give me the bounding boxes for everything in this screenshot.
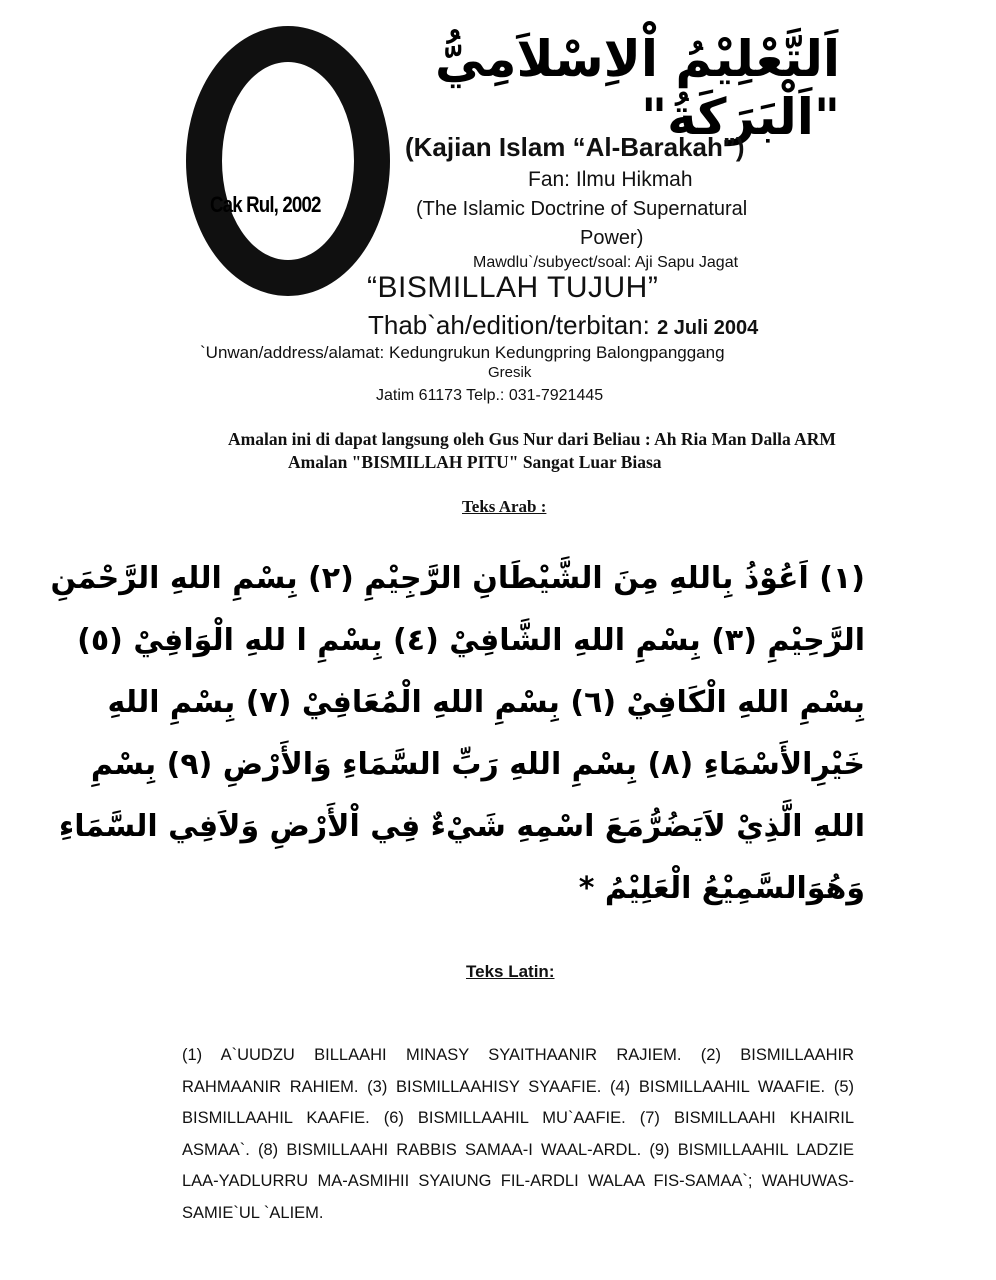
subtitle-doctrine-cont: Power) — [580, 227, 644, 249]
intro-line-2: Amalan "BISMILLAH PITU" Sangat Luar Biasa — [288, 452, 662, 472]
subtitle-fan: Fan: Ilmu Hikmah — [528, 168, 693, 191]
seal-label: Cak Rul, 2002 — [210, 192, 321, 217]
seal-ring — [186, 26, 390, 296]
arabic-section-heading: Teks Arab : — [462, 497, 547, 516]
subtitle-kajian: (Kajian Islam “Al-Barakah”) — [405, 132, 745, 162]
arabic-line: بِسْمِ اللهِ الْكَافِيْ (٦) بِسْمِ اللهِ الْمُعَافِيْ (٧) بِسْمِ اللهِ — [107, 685, 865, 720]
arabic-title: اَلتَّعْلِيْمُ اْلاِسْلاَمِيُّ "اَلْبَرَكَةُ" — [434, 30, 840, 146]
edition-date: 2 Juli 2004 — [657, 317, 759, 339]
latin-text-block: (1) A`UUDZU BILLAAHI MINASY SYAITHAANIR RAJIEM. (2) BISMILLAAHIR RAHMAANIR RAHIEM. (3) BISMILLAAHISY SYAAFIE. (4) BISMILLAAHIL WAAFIE. (5) BISMILLAAHIL KAAFIE. (6) BISMILLAAHIL MU`AAFIE. (7) BISMILLAAHI KHAIRIL ASMAA`. (8) BISMILLAAHI RABBIS SAMAA-I WAAL-ARDL. (9) BISMILLAAHIL LADZIE LAA-YADLURRU MA-ASMIHII SYAIUNG FIL-ARDLI WALAA FIS-SAMAA`; WAHUWAS-SAMIE`UL `ALIEM. — [182, 1046, 854, 1222]
intro-line-1: Amalan ini di dapat langsung oleh Gus Nur dari Beliau : Ah Ria Man Dalla ARM — [228, 429, 836, 449]
address-postal-phone: Jatim 61173 Telp.: 031-7921445 — [376, 387, 604, 404]
arabic-line: (١) اَعُوْذُ بِاللهِ مِنَ الشَّيْطَانِ الرَّجِيْمِ (٢) بِسْمِ اللهِ الرَّحْمَنِ — [50, 561, 865, 596]
edition-line — [368, 310, 758, 341]
document-title: “BISMILLAH TUJUH” — [367, 271, 659, 304]
subject-line: Mawdlu`/subyect/soal: Aji Sapu Jagat — [473, 254, 739, 271]
arabic-text-block — [50, 548, 865, 920]
address-city: Gresik — [488, 364, 532, 381]
arabic-line: اللهِ الَّذِيْ لاَيَضُرُّمَعَ اسْمِهِ شَيْءٌ فِي اْلأَرْضِ وَلاَفِي السَّمَاءِ — [58, 809, 865, 844]
edition-label: Thab`ah/edition/terbitan: — [368, 310, 650, 340]
address-line: `Unwan/address/alamat: Kedungrukun Kedungpring Balongpanggang — [200, 343, 725, 362]
subtitle-doctrine: (The Islamic Doctrine of Supernatural — [416, 198, 748, 220]
arabic-line: الرَّحِيْمِ (٣) بِسْمِ اللهِ الشَّافِيْ (٤) بِسْمِ ا للهِ الْوَافِيْ (٥) — [77, 623, 865, 658]
arabic-line: خَيْرِالأَسْمَاءِ (٨) بِسْمِ اللهِ رَبِّ السَّمَاءِ وَالأَرْضِ (٩) بِسْمِ — [90, 747, 865, 782]
arabic-line: وَهُوَالسَّمِيْعُ الْعَلِيْمُ * — [578, 871, 865, 906]
latin-section-heading: Teks Latin: — [466, 962, 555, 981]
